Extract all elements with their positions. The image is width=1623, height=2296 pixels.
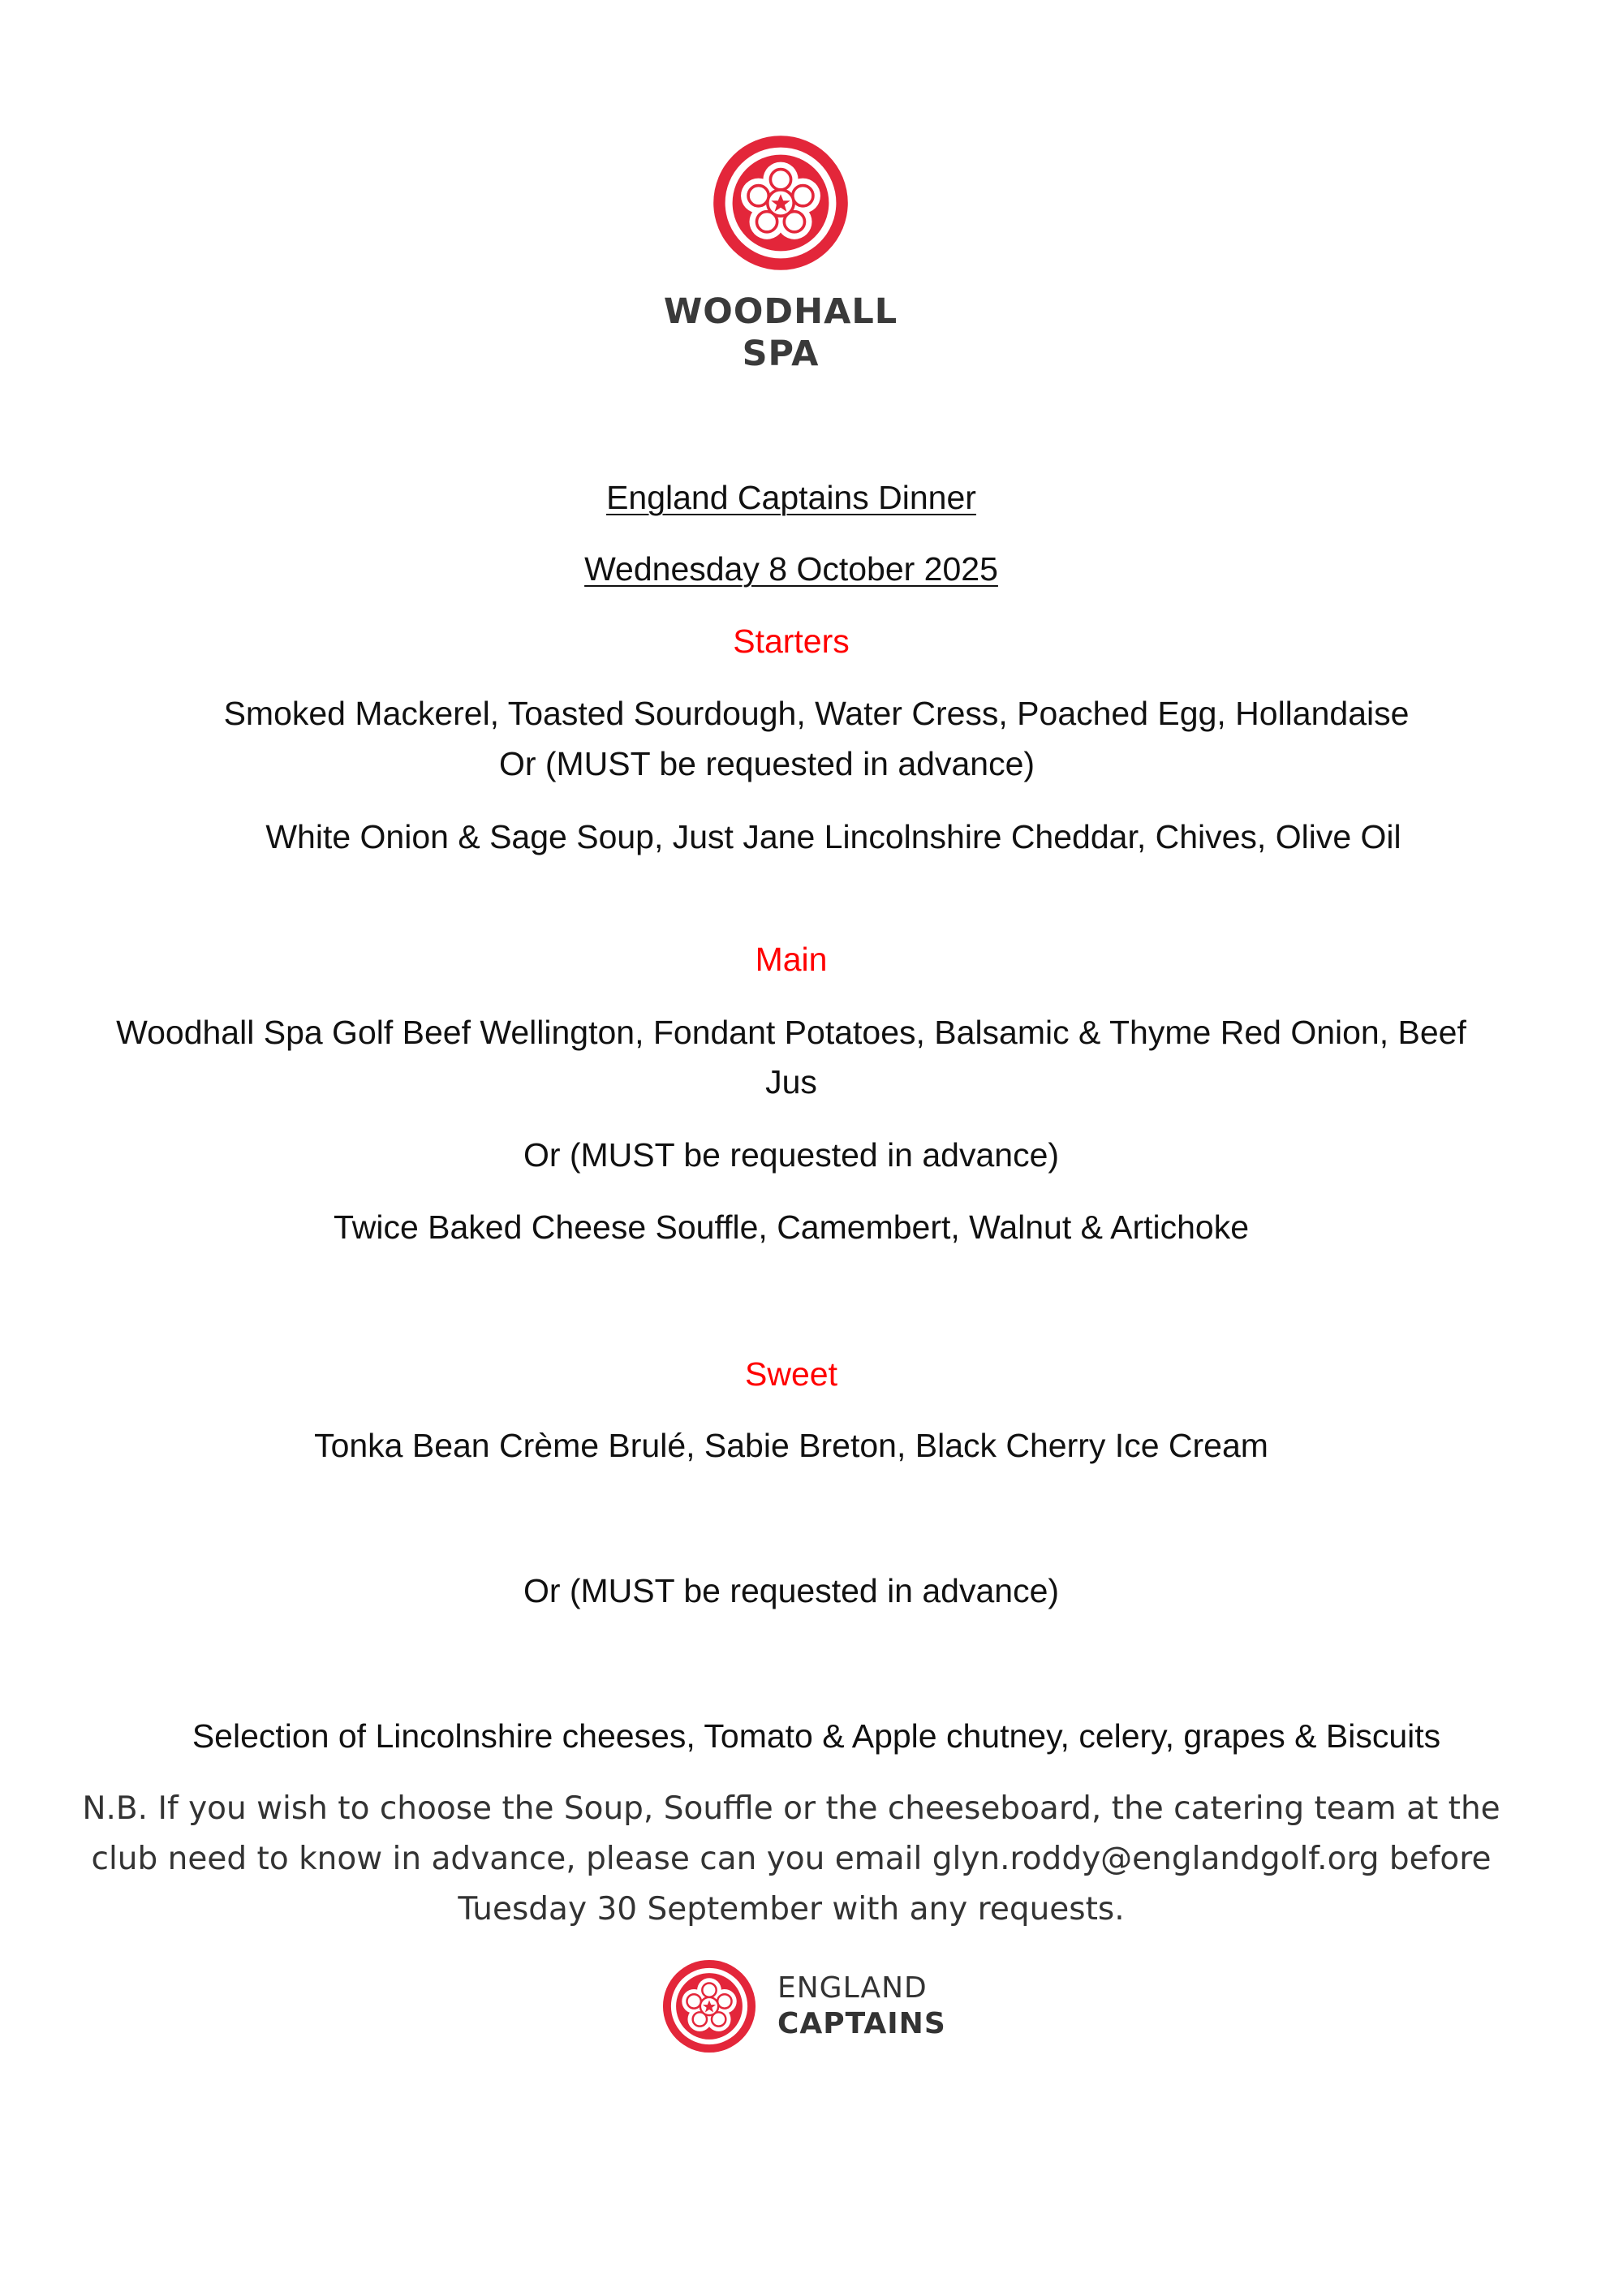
- main-option-1-line-1: Woodhall Spa Golf Beef Wellington, Fondant Potatoes, Balsamic & Thyme Red Onion, Beef: [116, 1014, 1466, 1051]
- sweet-option-2: Selection of Lincolnshire cheeses, Tomato & Apple chutney, celery, grapes & Biscuits: [192, 1717, 1441, 1755]
- note-line-3: Tuesday 30 September with any requests.: [458, 1891, 1125, 1928]
- wordmark-captains: CAPTAINS: [777, 2007, 946, 2040]
- red-rose-emblem-icon: [659, 1956, 760, 2057]
- woodhall-spa-logo: [643, 130, 919, 398]
- sweet-or-note: Or (MUST be requested in advance): [523, 1572, 1060, 1609]
- brand-name-line-2: SPA: [742, 334, 820, 374]
- starter-option-1: Smoked Mackerel, Toasted Sourdough, Water Cress, Poached Egg, Hollandaise: [223, 695, 1410, 732]
- main-or-note: Or (MUST be requested in advance): [523, 1136, 1060, 1174]
- sweet-heading: Sweet: [745, 1355, 837, 1393]
- note-line-2: club need to know in advance, please can you email glyn.roddy@englandgolf.org before: [91, 1841, 1492, 1877]
- england-captains-logo: [659, 1956, 946, 2057]
- starter-option-2: White Onion & Sage Soup, Just Jane Lincolnshire Cheddar, Chives, Olive Oil: [265, 818, 1401, 855]
- wordmark-england: ENGLAND: [777, 1971, 928, 2005]
- england-captains-wordmark: [777, 1971, 946, 2042]
- main-option-1-line-2: Jus: [765, 1063, 817, 1101]
- main-option-2: Twice Baked Cheese Souffle, Camembert, Walnut & Artichoke: [333, 1208, 1250, 1246]
- brand-name-line-1: WOODHALL: [663, 291, 898, 332]
- note-line-1: N.B. If you wish to choose the Soup, Souffle or the cheeseboard, the catering team at the: [82, 1790, 1500, 1827]
- starters-heading: Starters: [733, 622, 850, 660]
- red-rose-emblem-icon: [708, 130, 854, 276]
- advance-request-note: [81, 1784, 1501, 1935]
- menu-date: Wednesday 8 October 2025: [584, 550, 998, 588]
- menu-title: England Captains Dinner: [606, 479, 976, 516]
- starter-or-note: Or (MUST be requested in advance): [498, 745, 1035, 782]
- main-heading: Main: [755, 941, 828, 978]
- sweet-option-1: Tonka Bean Crème Brulé, Sabie Breton, Black Cherry Ice Cream: [314, 1427, 1268, 1464]
